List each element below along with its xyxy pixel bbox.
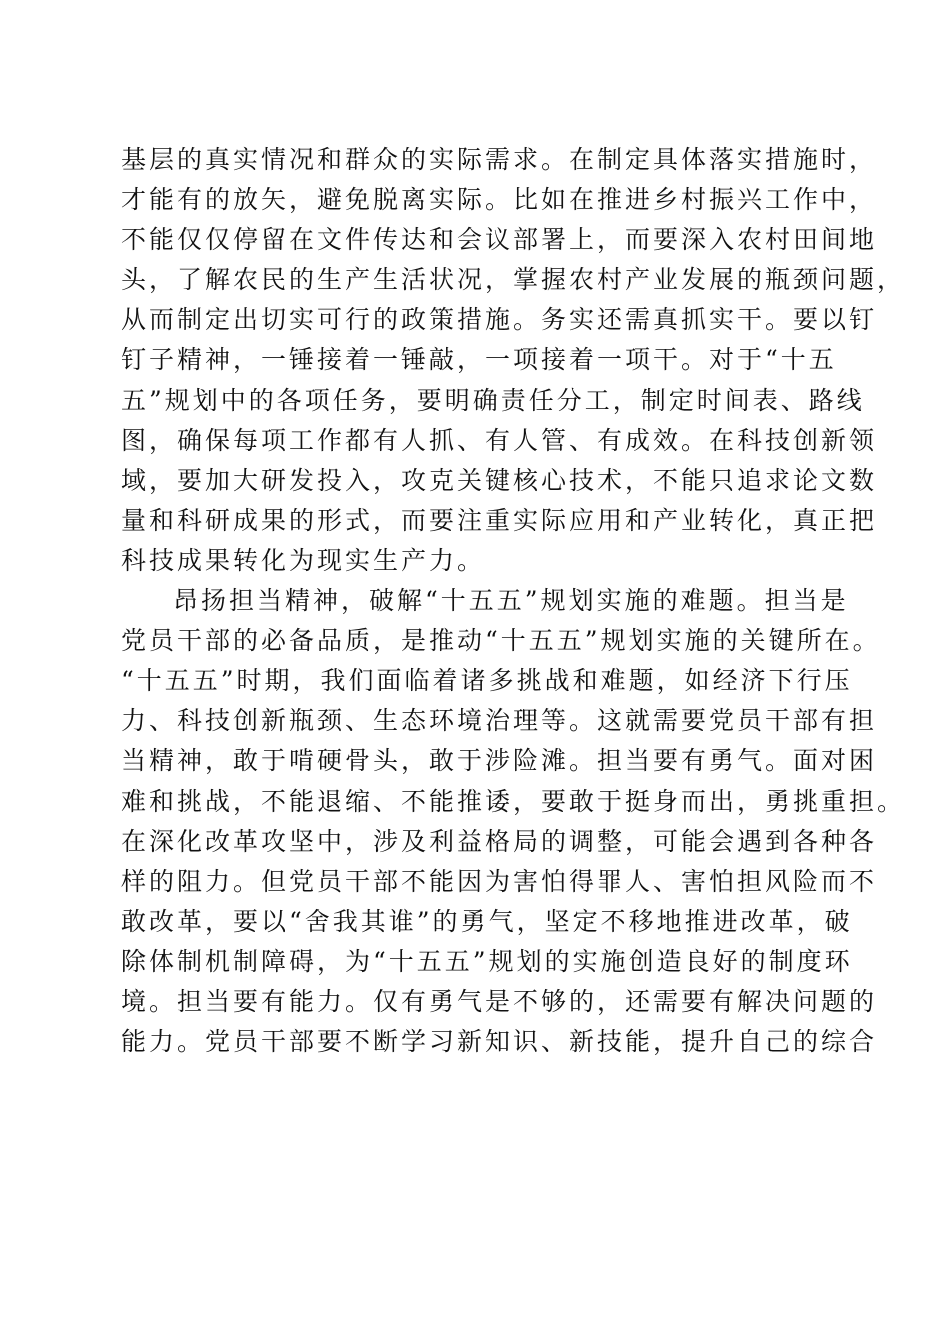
text-line: 力、科技创新瓶颈、生态环境治理等。这就需要党员干部有担 [121, 706, 878, 736]
text-line: 难和挑战，不能退缩、不能推诿，要敢于挺身而出，勇挑重担。 [121, 786, 906, 816]
text-line: 基层的真实情况和群众的实际需求。在制定具体落实措施时， [121, 145, 878, 174]
text-line: 除体制机制障碍，为“十五五”规划的实施创造良好的制度环 [121, 946, 853, 976]
text-line: 从而制定出切实可行的政策措施。务实还需真抓实干。要以钉 [121, 305, 878, 335]
text-line: 头，了解农民的生产生活状况，掌握农村产业发展的瓶颈问题， [121, 265, 906, 295]
text-line: 域，要加大研发投入，攻克关键核心技术，不能只追求论文数 [121, 465, 878, 495]
text-line: 样的阻力。但党员干部不能因为害怕得罪人、害怕担风险而不 [121, 866, 878, 896]
text-line: 钉子精神，一锤接着一锤敲，一项接着一项干。对于“十五 [121, 345, 837, 375]
text-line: 五”规划中的各项任务，要明确责任分工，制定时间表、路线 [121, 385, 865, 415]
text-line: “十五五”时期，我们面临着诸多挑战和难题，如经济下行压 [121, 666, 853, 696]
paragraph-first-line: 昂扬担当精神，破解“十五五”规划实施的难题。担当是 [173, 586, 849, 616]
text-line: 图，确保每项工作都有人抓、有人管、有成效。在科技创新领 [121, 425, 878, 455]
text-line: 境。担当要有能力。仅有勇气是不够的，还需要有解决问题的 [121, 986, 878, 1016]
text-line: 量和科研成果的形式，而要注重实际应用和产业转化，真正把 [121, 505, 878, 535]
text-line: 党员干部的必备品质，是推动“十五五”规划实施的关键所在。 [121, 626, 881, 656]
text-line: 当精神，敢于啃硬骨头，敢于涉险滩。担当要有勇气。面对困 [121, 746, 878, 776]
text-line: 科技成果转化为现实生产力。 [121, 545, 486, 575]
text-line: 敢改革，要以“舍我其谁”的勇气，坚定不移地推进改革，破 [121, 906, 853, 936]
body-text [121, 140, 906, 1062]
text-line: 在深化改革攻坚中，涉及利益格局的调整，可能会遇到各种各 [121, 826, 878, 856]
text-line: 能力。党员干部要不断学习新知识、新技能，提升自己的综合 [121, 1027, 878, 1057]
text-line: 才能有的放矢，避免脱离实际。比如在推进乡村振兴工作中， [121, 185, 878, 215]
text-line: 不能仅仅停留在文件传达和会议部署上，而要深入农村田间地 [121, 225, 878, 255]
